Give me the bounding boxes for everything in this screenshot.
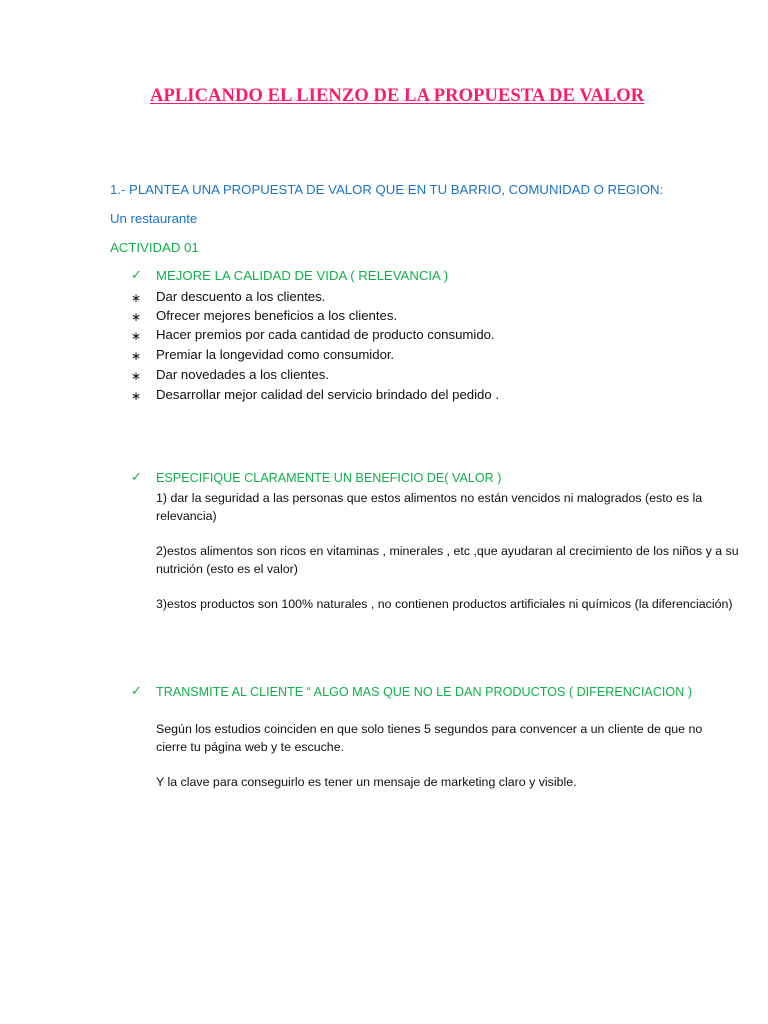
checkmark-icon: ✓ xyxy=(131,684,142,699)
section3-paragraph-1: Según los estudios coinciden en que solo tienes 5 segundos para convencer a un cliente de que no cierre tu página web y te escuche. xyxy=(156,722,703,754)
document-title: APLICANDO EL LIENZO DE LA PROPUESTA DE VALOR xyxy=(150,86,645,106)
list-item-text: Desarrollar mejor calidad del servicio brindado del pedido . xyxy=(156,387,500,402)
question-line: 1.- PLANTEA UNA PROPUESTA DE VALOR QUE EN TU BARRIO, COMUNIDAD O REGION: xyxy=(110,182,664,197)
section2-paragraph-2: 2)estos alimentos son ricos en vitaminas , minerales , etc ,que ayudaran al crecimiento de los niños y a su nutrición (esto es el valor) xyxy=(156,544,739,576)
asterisk-icon: ∗ xyxy=(131,349,142,363)
list-item xyxy=(131,308,397,328)
section2-paragraph-3: 3)estos productos son 100% naturales , no contienen productos artificiales ni químicos (la diferenciación) xyxy=(156,597,733,611)
asterisk-icon: ∗ xyxy=(131,291,142,305)
section3-heading: TRANSMITE AL CLIENTE “ ALGO MAS QUE NO LE DAN PRODUCTOS ( DIFERENCIACION ) xyxy=(156,685,693,699)
asterisk-icon: ∗ xyxy=(131,310,142,324)
list-item xyxy=(131,347,394,367)
checkmark-icon: ✓ xyxy=(131,470,142,485)
list-item xyxy=(131,327,495,347)
section2-heading-row xyxy=(131,470,501,490)
section1-heading: MEJORE LA CALIDAD DE VIDA ( RELEVANCIA ) xyxy=(156,268,449,283)
list-item xyxy=(131,387,499,407)
list-item-text: Hacer premios por cada cantidad de producto consumido. xyxy=(156,327,495,342)
asterisk-icon: ∗ xyxy=(131,389,142,403)
asterisk-icon: ∗ xyxy=(131,329,142,343)
section3-paragraph-2: Y la clave para conseguirlo es tener un mensaje de marketing claro y visible. xyxy=(156,775,577,789)
list-item xyxy=(131,289,325,309)
list-item xyxy=(131,367,329,387)
list-item-text: Ofrecer mejores beneficios a los clientes. xyxy=(156,308,398,323)
list-item-text: Premiar la longevidad como consumidor. xyxy=(156,347,395,362)
answer-line: Un restaurante xyxy=(110,211,198,226)
section2-paragraph-1: 1) dar la seguridad a las personas que estos alimentos no están vencidos ni malogrados (esto es la relevancia) xyxy=(156,491,703,523)
asterisk-icon: ∗ xyxy=(131,369,142,383)
checkmark-icon: ✓ xyxy=(131,268,142,283)
list-item-text: Dar novedades a los clientes. xyxy=(156,367,330,382)
section1-heading-row xyxy=(131,268,448,288)
section2-heading: ESPECIFIQUE CLARAMENTE UN BENEFICIO DE( VALOR ) xyxy=(156,471,502,485)
activity-label: ACTIVIDAD 01 xyxy=(110,240,199,255)
section3-heading-row xyxy=(131,684,692,704)
list-item-text: Dar descuento a los clientes. xyxy=(156,289,326,304)
